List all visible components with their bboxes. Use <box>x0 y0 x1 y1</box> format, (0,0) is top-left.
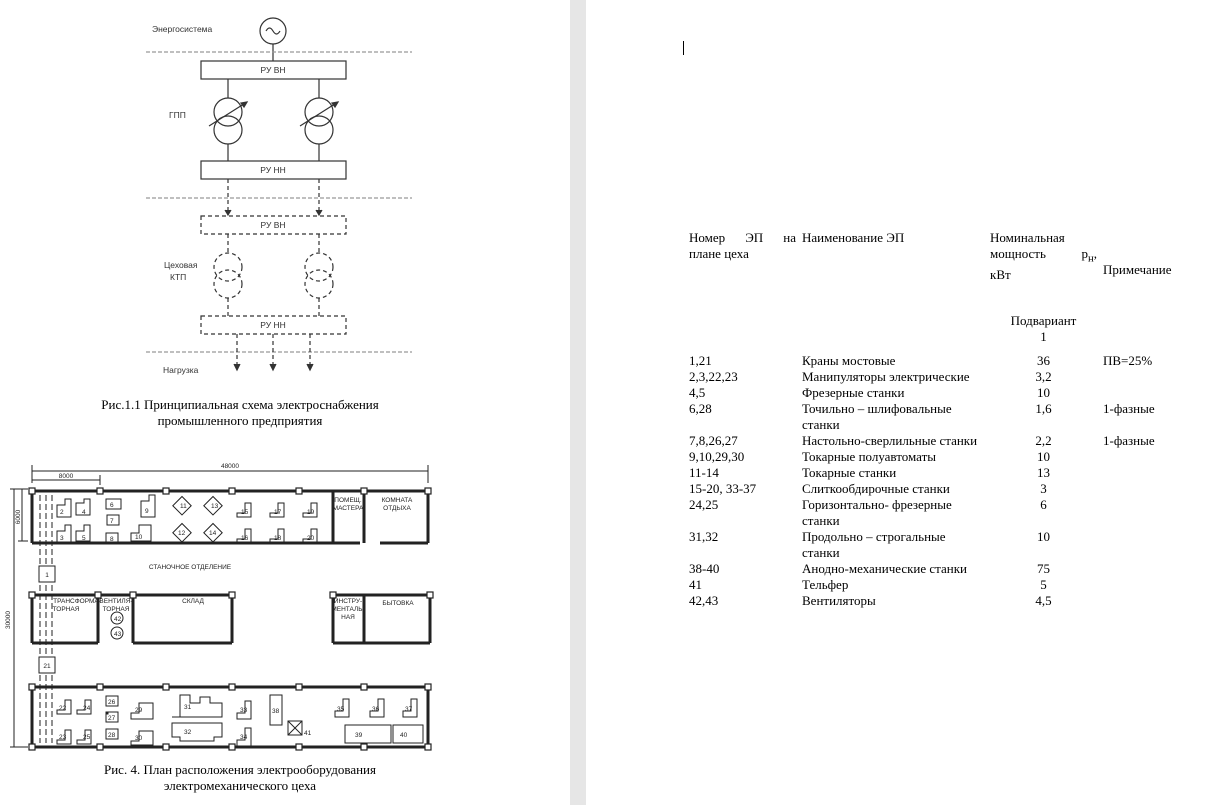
power-supply-scheme <box>0 0 570 390</box>
label-room-master-1: ПОМЕЩ. <box>334 497 362 504</box>
header-number-word: Номер <box>689 230 726 245</box>
label-instr-1: ИНСТРУ- <box>333 598 363 605</box>
label-ktp-21: 21 <box>43 663 51 670</box>
cell-number: 38-40 <box>689 560 720 576</box>
label-room-rest-2: ОТДЫХА <box>383 505 411 512</box>
cell-power: 2,2 <box>1035 432 1052 448</box>
header-col-number <box>687 230 800 283</box>
label-energosistema: Энергосистема <box>152 24 213 34</box>
cell-number: 6,28 <box>689 400 712 416</box>
cell-name: Настольно-сверлильные станки <box>802 432 978 448</box>
cell-number: 2,3,22,23 <box>689 368 738 384</box>
eq-38: 38 <box>272 708 280 715</box>
cell-name: Продольно – строгальные станки <box>802 528 946 560</box>
cell-name: Тельфер <box>802 576 849 592</box>
cell-name: Горизонтально- фрезерные станки <box>802 496 952 528</box>
eq-40: 40 <box>400 732 408 739</box>
eq-2: 2 <box>60 509 64 516</box>
table-row <box>687 449 1197 465</box>
header-number-line2: плане цеха <box>689 246 749 261</box>
header-power-line1: Номинальная <box>990 230 1065 245</box>
eq-32: 32 <box>184 729 192 736</box>
table-row <box>687 577 1197 593</box>
cell-number: 42,43 <box>689 592 719 608</box>
eq-14: 14 <box>209 530 217 537</box>
subvariant-row <box>687 283 1197 345</box>
label-ru-vn-2: РУ ВН <box>260 220 286 230</box>
eq-27: 27 <box>108 715 116 722</box>
header-power-unit: кВт <box>990 266 1011 282</box>
label-room-rest-1: КОМНАТА <box>381 497 413 504</box>
eq-17: 17 <box>274 509 282 516</box>
eq-7: 7 <box>110 518 114 525</box>
cell-power: 3 <box>1040 480 1047 496</box>
eq-22: 22 <box>59 705 67 712</box>
cell-power: 36 <box>1037 352 1050 368</box>
eq-20: 20 <box>307 535 315 542</box>
label-tsekh: Цеховая <box>164 260 198 270</box>
label-ru-vn: РУ ВН <box>260 65 286 75</box>
label-ktp-1: 1 <box>45 572 49 579</box>
eq-5: 5 <box>82 535 86 542</box>
dim-8000: 8000 <box>58 473 74 480</box>
label-nagruzka: Нагрузка <box>163 365 199 375</box>
label-vent-2: ТОРНАЯ <box>102 606 130 613</box>
table-row <box>687 401 1197 433</box>
cell-note <box>1101 497 1197 529</box>
cell-note <box>1101 449 1197 465</box>
header-ep-word: ЭП <box>745 230 764 245</box>
cell-name: Токарные станки <box>802 464 897 480</box>
label-room-master-2: МАСТЕРА <box>332 505 364 512</box>
header-power-mosh: мощность <box>990 246 1046 261</box>
cell-power: 10 <box>1037 448 1050 464</box>
label-stanochnoe: СТАНОЧНОЕ ОТДЕЛЕНИЕ <box>148 564 232 571</box>
eq-11: 11 <box>180 503 187 510</box>
table-row <box>687 465 1197 481</box>
dim-6000: 6000 <box>15 509 22 525</box>
cell-note <box>1101 369 1197 385</box>
table-row <box>687 481 1197 497</box>
label-transform-2: ТОРНАЯ <box>52 606 80 613</box>
label-bytovka: БЫТОВКА <box>382 600 414 607</box>
table-row <box>687 593 1197 609</box>
eq-10: 10 <box>135 534 143 541</box>
cell-name: Анодно-механические станки <box>802 560 968 576</box>
cell-name: Точильно – шлифовальные станки <box>802 400 952 432</box>
cell-note: ПВ=25% <box>1103 352 1153 368</box>
table-row <box>687 529 1197 561</box>
cell-note: 1-фазные <box>1103 400 1155 416</box>
header-col-power <box>988 230 1101 283</box>
cell-power: 1,6 <box>1035 400 1052 416</box>
document-page-right[interactable] <box>586 0 1208 805</box>
equipment-table <box>687 230 1197 609</box>
subvariant-label: Подвариант <box>1010 312 1077 328</box>
cell-number: 24,25 <box>689 496 719 512</box>
label-gpp: ГПП <box>169 110 186 120</box>
figure-1-caption <box>70 397 410 429</box>
eq-28: 28 <box>108 732 116 739</box>
cell-name: Фрезерные станки <box>802 384 905 400</box>
cell-power: 13 <box>1037 464 1050 480</box>
header-col-note <box>1101 230 1197 283</box>
cell-name: Токарные полуавтоматы <box>802 448 936 464</box>
cell-note <box>1101 577 1197 593</box>
label-instr-2: МЕНТАЛЬ- <box>331 606 365 613</box>
eq-42: 42 <box>114 616 122 623</box>
cell-power: 75 <box>1037 560 1050 576</box>
label-instr-3: НАЯ <box>341 614 355 621</box>
cell-number: 11-14 <box>689 464 719 480</box>
cell-power: 5 <box>1040 576 1047 592</box>
table-row <box>687 353 1197 369</box>
cell-power: 10 <box>1037 384 1050 400</box>
figure-4-caption <box>50 762 430 794</box>
document-page-left <box>0 0 570 805</box>
header-name-text: Наименование ЭП <box>802 230 905 245</box>
cell-note <box>1101 593 1197 609</box>
table-row <box>687 385 1197 401</box>
eq-15: 15 <box>241 509 249 516</box>
header-power-comma: , <box>1093 246 1097 261</box>
label-transform-1: ТРАНСФОРМА- <box>53 598 101 605</box>
eq-35: 35 <box>337 706 345 713</box>
cell-name: Вентиляторы <box>802 592 876 608</box>
cell-power: 4,5 <box>1035 592 1052 608</box>
eq-26: 26 <box>108 699 116 706</box>
subvariant-cell <box>988 283 1101 345</box>
cell-number: 9,10,29,30 <box>689 448 745 464</box>
eq-43: 43 <box>114 631 122 638</box>
header-power-symbol <box>1081 246 1097 267</box>
label-ru-nn: РУ НН <box>260 165 286 175</box>
label-ru-nn-2: РУ НН <box>260 320 286 330</box>
eq-13: 13 <box>211 503 219 510</box>
eq-23: 23 <box>59 734 67 741</box>
label-sklad: СКЛАД <box>182 598 204 605</box>
cell-number: 4,5 <box>689 384 706 400</box>
workshop-floor-plan <box>0 455 570 775</box>
caption-2-line-1: Рис. 4. План расположения электрооборудования <box>104 762 376 777</box>
eq-41: 41 <box>304 730 312 737</box>
eq-8: 8 <box>110 536 114 543</box>
header-power-p: p <box>1081 246 1088 261</box>
eq-12: 12 <box>178 530 186 537</box>
eq-24: 24 <box>83 705 91 712</box>
eq-33: 33 <box>240 707 248 714</box>
eq-19: 19 <box>307 509 315 516</box>
cell-name: Слиткообдирочные станки <box>802 480 950 496</box>
eq-16: 16 <box>241 535 249 542</box>
eq-37: 37 <box>405 706 413 713</box>
caption-2-line-2: электромеханического цеха <box>163 778 317 793</box>
cell-note <box>1101 385 1197 401</box>
table-row <box>687 561 1197 577</box>
cell-number: 7,8,26,27 <box>689 432 738 448</box>
eq-4: 4 <box>82 509 86 516</box>
eq-30: 30 <box>135 735 143 742</box>
table-row <box>687 433 1197 449</box>
table-header-row <box>687 230 1197 283</box>
eq-39: 39 <box>355 732 363 739</box>
cell-number: 41 <box>689 576 702 592</box>
eq-25: 25 <box>83 734 91 741</box>
dim-48000: 48000 <box>220 463 240 470</box>
eq-18: 18 <box>274 535 282 542</box>
caption-1-line-1: Рис.1.1 Принципиальная схема электроснабжения <box>101 397 379 412</box>
dim-30000: 30000 <box>5 610 12 630</box>
cell-number: 31,32 <box>689 528 719 544</box>
cell-power: 10 <box>1037 528 1050 544</box>
header-col-name <box>800 230 988 283</box>
label-vent-1: ВЕНТИЛЯ- <box>99 598 133 605</box>
cell-number: 1,21 <box>689 352 712 368</box>
cell-name: Манипуляторы электрические <box>802 368 970 384</box>
eq-3: 3 <box>60 535 64 542</box>
cell-note <box>1101 529 1197 561</box>
eq-31: 31 <box>184 704 192 711</box>
eq-29: 29 <box>135 707 143 714</box>
caption-1-line-2: промышленного предприятия <box>157 413 323 428</box>
cell-power: 3,2 <box>1035 368 1052 384</box>
table-row <box>687 497 1197 529</box>
cell-name: Краны мостовые <box>802 352 896 368</box>
cell-note <box>1101 481 1197 497</box>
header-note-text: Примечание <box>1103 262 1172 277</box>
eq-9: 9 <box>145 508 149 515</box>
header-na-word: на <box>783 230 796 245</box>
cell-power: 6 <box>1040 496 1047 512</box>
cell-note <box>1101 465 1197 481</box>
table-row <box>687 369 1197 385</box>
eq-6: 6 <box>110 502 114 509</box>
header-power-sub: н <box>1087 252 1094 265</box>
text-cursor <box>683 41 684 55</box>
subvariant-number: 1 <box>1040 328 1047 344</box>
cell-note <box>1101 561 1197 577</box>
eq-36: 36 <box>372 706 380 713</box>
eq-34: 34 <box>240 734 248 741</box>
cell-note: 1-фазные <box>1103 432 1155 448</box>
cell-number: 15-20, 33-37 <box>689 480 757 496</box>
label-ktp: КТП <box>170 272 187 282</box>
